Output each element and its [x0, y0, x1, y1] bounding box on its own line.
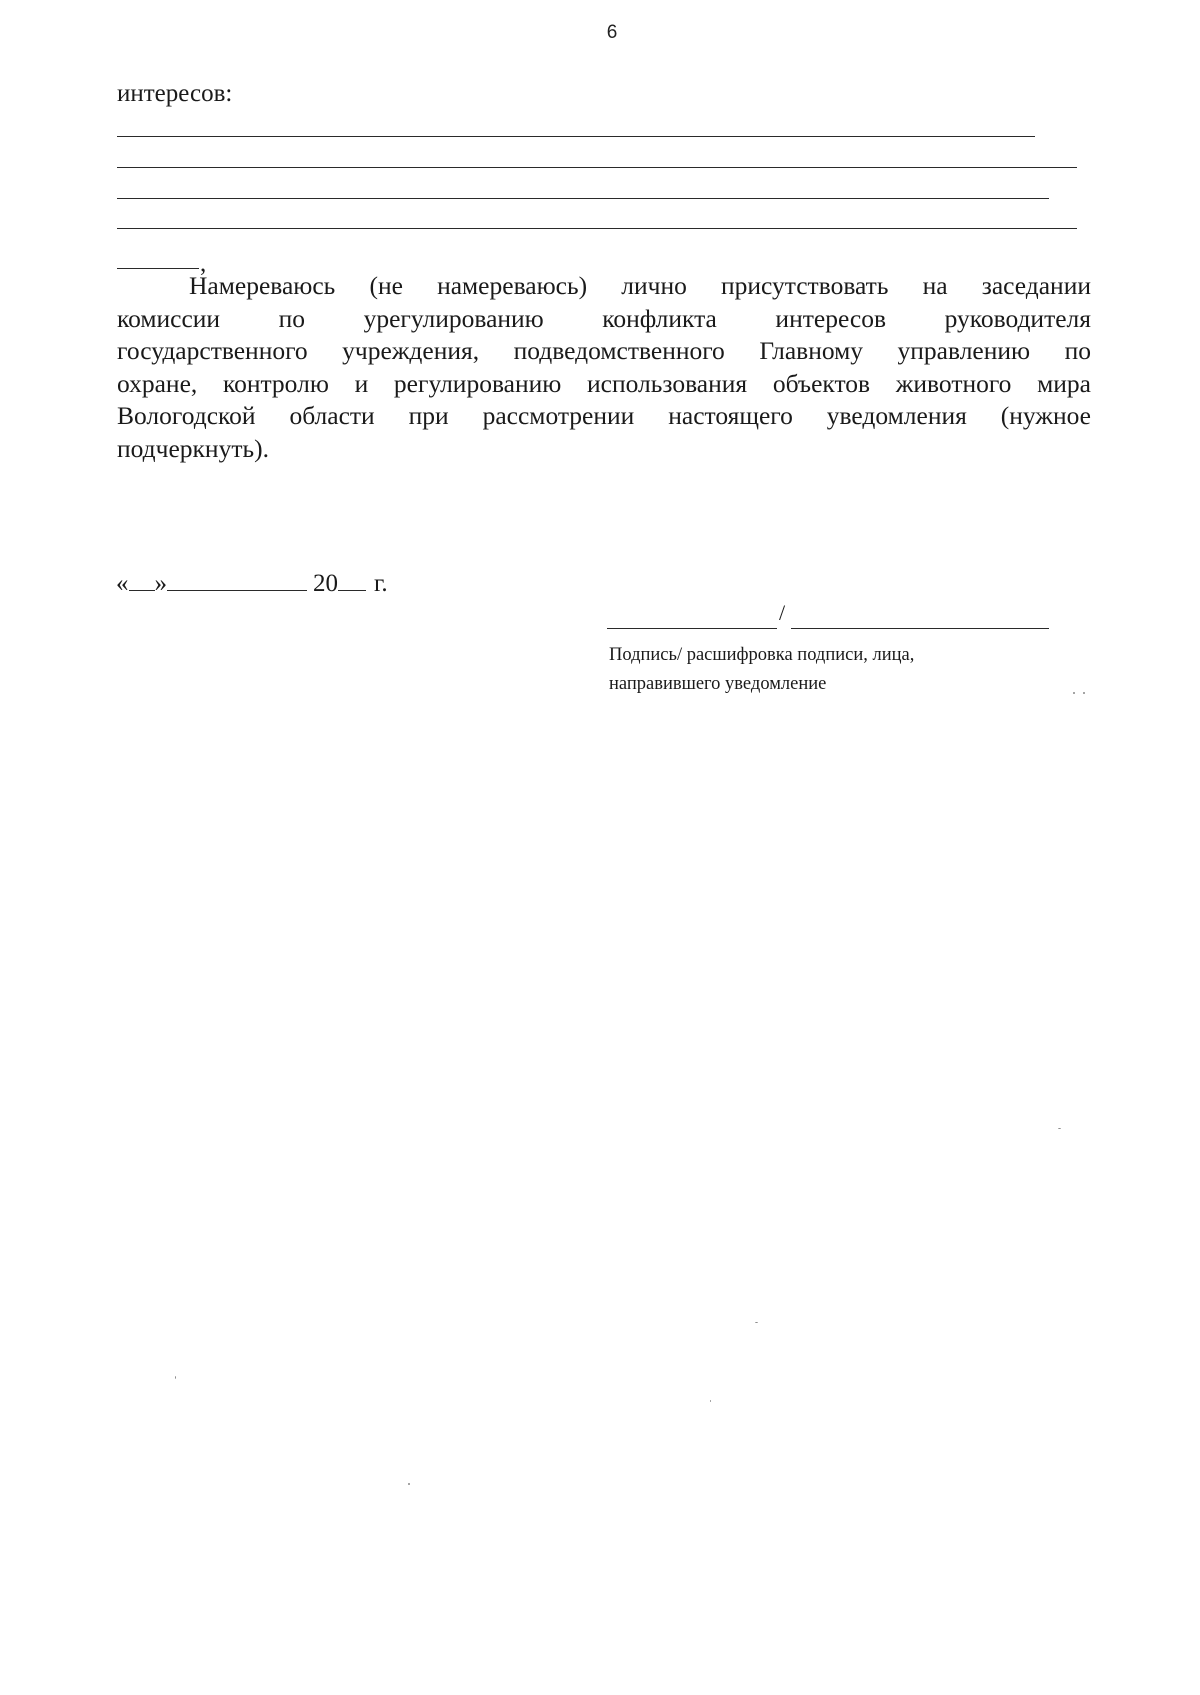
signature-separator: / — [779, 600, 786, 625]
paragraph-line: охране, контролю и регулированию использования объектов животного мира — [117, 368, 1091, 398]
interests-label: интересов: — [117, 80, 233, 107]
page-number: 6 — [606, 22, 618, 43]
paragraph-line: подчеркнуть). — [117, 433, 269, 463]
blank-line-2 — [117, 167, 1077, 168]
signature-caption-line1: Подпись/ расшифровка подписи, лица, — [609, 645, 915, 665]
paragraph-line: комиссии по урегулированию конфликта интересов руководителя — [117, 303, 1091, 333]
paragraph-line: государственного учреждения, подведомственного Главному управлению по — [117, 336, 1091, 365]
blank-line-4 — [117, 228, 1077, 229]
blank-line-1 — [117, 136, 1035, 137]
attendance-paragraph — [117, 270, 1091, 465]
year-prefix: 20 — [313, 570, 338, 597]
paragraph-line: Намереваюсь (не намереваюсь) лично присутствовать на заседании — [189, 271, 1091, 300]
month-blank — [167, 570, 307, 591]
blank-line-3 — [117, 198, 1049, 199]
year-blank — [338, 570, 366, 591]
date-close-quote: » — [154, 570, 167, 597]
signature-caption-line2: направившего уведомление — [609, 674, 827, 694]
paragraph-line: Вологодской области при рассмотрении настоящего уведомления (нужное — [117, 401, 1091, 430]
blank-line-short — [117, 268, 199, 269]
date-open-quote: « — [116, 570, 129, 597]
scan-speck — [710, 1400, 711, 1402]
year-suffix: г. — [374, 570, 388, 597]
scan-speck — [408, 1483, 410, 1485]
scan-speck — [1083, 692, 1085, 694]
date-field — [116, 568, 388, 600]
scan-speck — [755, 1322, 758, 1323]
scan-speck — [175, 1376, 176, 1379]
trailing-comma: , — [200, 250, 207, 277]
day-blank — [129, 570, 155, 591]
signature-line — [607, 628, 777, 629]
scan-speck — [1058, 1128, 1061, 1129]
signature-decoding-line — [791, 628, 1049, 629]
scan-speck — [1073, 692, 1075, 694]
